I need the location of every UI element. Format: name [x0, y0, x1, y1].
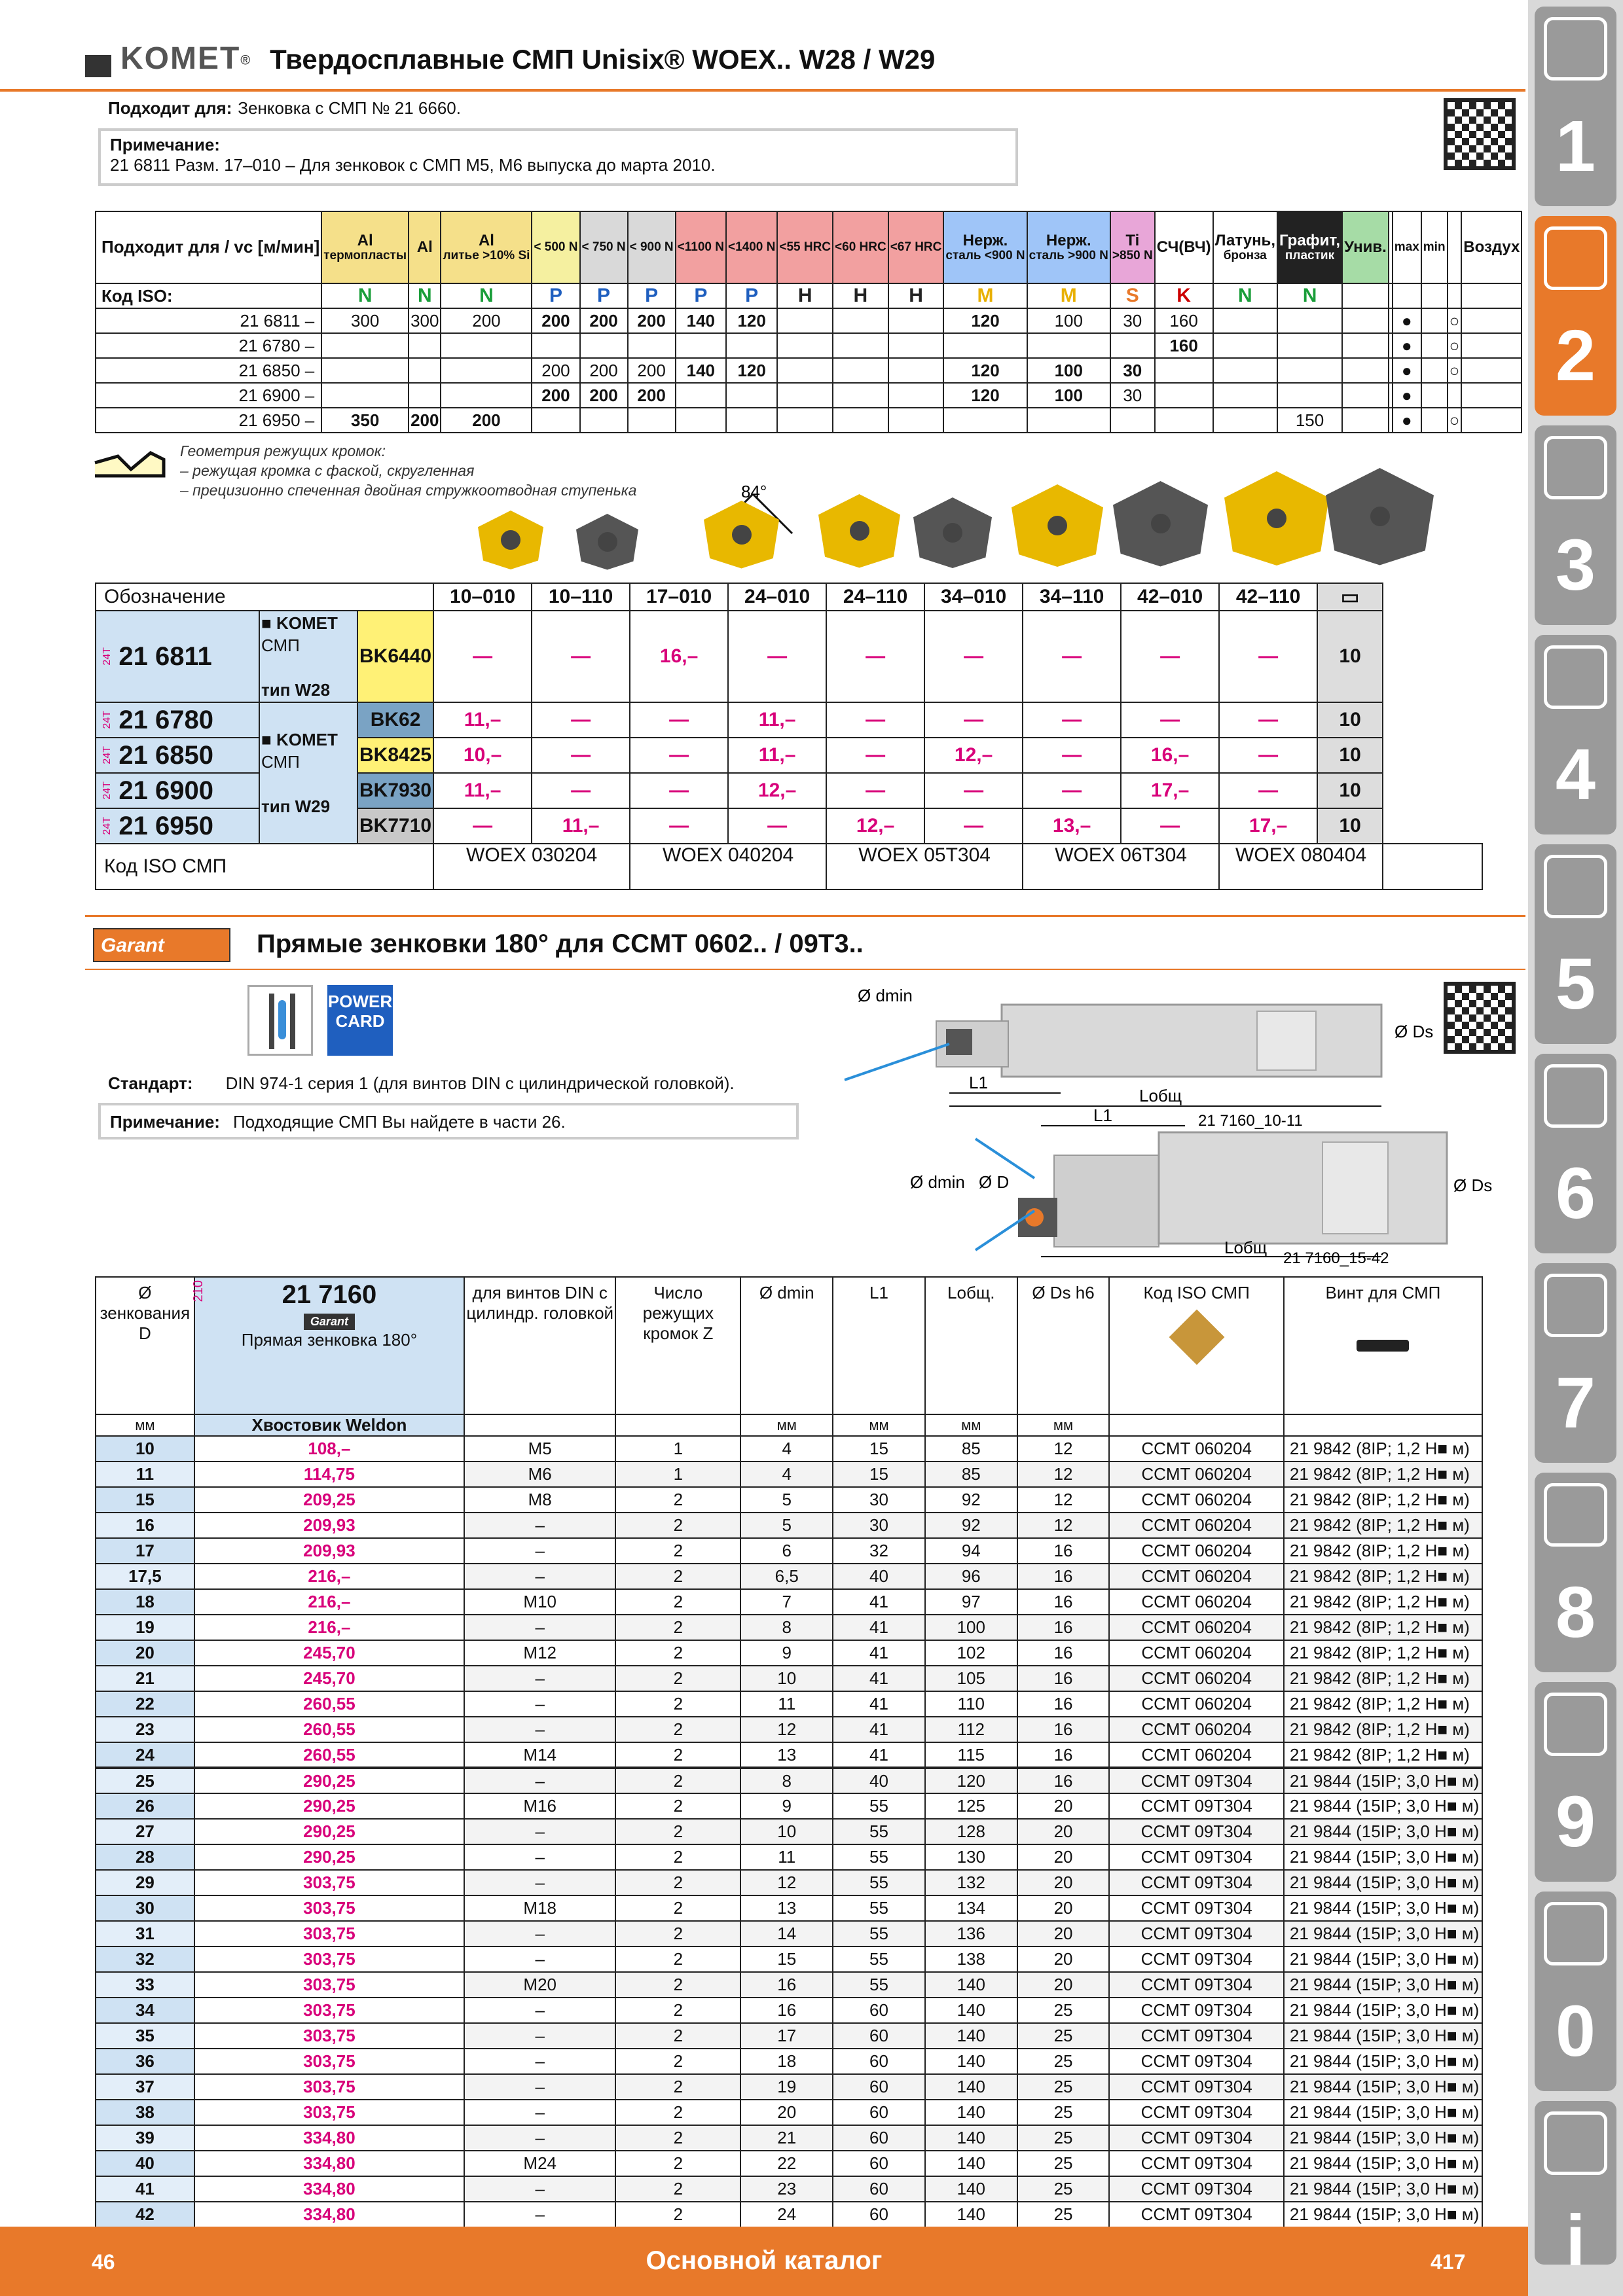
material-col-1: Al — [409, 211, 441, 283]
iso-group — [1461, 283, 1522, 308]
insert-image — [576, 514, 638, 570]
table-row: 24T 21 6811 ■ KOMET СМП тип W28 BK6440 — — 16,– — — — — — — 10 — [96, 611, 1482, 702]
qr-code-icon[interactable] — [1444, 98, 1516, 170]
table-row: 24T 21 6780 ■ KOMET СМП тип W29 BK62 11,– — — 11,– — — — — — 10 — [96, 702, 1482, 738]
insert-image — [478, 511, 543, 569]
svg-text:L1: L1 — [969, 1073, 988, 1092]
chapter-tab-2[interactable]: 2 — [1535, 216, 1616, 416]
chapter-tab-0[interactable]: 0 — [1535, 1892, 1616, 2091]
chapter-tab-4[interactable]: 4 — [1535, 635, 1616, 834]
material-col-16: Графит, пластик — [1277, 211, 1342, 283]
svg-text:Lобщ: Lобщ — [1139, 1086, 1182, 1105]
table-row: 16 209,93 – 2 5 30 92 12 CCMT 060204 21 9842 (8IP; 1,2 Н■ м) — [96, 1513, 1482, 1538]
iso-group: M — [1027, 283, 1110, 308]
material-col-22: Воздух — [1461, 211, 1522, 283]
cabinet-icon — [1544, 1693, 1607, 1756]
wrench-icon — [1544, 1064, 1607, 1128]
coolant-icon — [247, 985, 313, 1056]
material-col-10: <67 HRC — [888, 211, 944, 283]
insert-image — [1012, 484, 1103, 567]
insert-image — [1224, 471, 1329, 565]
iso-group: P — [532, 283, 579, 308]
material-col-12: Нерж. сталь >900 N — [1027, 211, 1110, 283]
table-row: 25 290,25 – 2 8 40 120 16 CCMT 09T304 21 9844 (15IP; 3,0 Н■ м) — [96, 1768, 1482, 1793]
qr-code-icon-2[interactable] — [1444, 982, 1516, 1054]
safety-glasses-icon — [1544, 1902, 1607, 1965]
chapter-tab-7[interactable]: 7 — [1535, 1263, 1616, 1463]
screw-icon — [1357, 1340, 1409, 1352]
material-col-20: min — [1421, 211, 1448, 283]
chapter-tab-3[interactable]: 3 — [1535, 425, 1616, 625]
fit-line: Подходит для: Зенковка с СМП № 21 6660. — [108, 98, 461, 118]
iso-group: S — [1110, 283, 1155, 308]
material-col-3: < 500 N — [532, 211, 579, 283]
table-row: 35 303,75 – 2 17 60 140 25 CCMT 09T304 21 9844 (15IP; 3,0 Н■ м) — [96, 2023, 1482, 2049]
page-number-right: 417 — [1431, 2250, 1466, 2274]
material-col-7: <1400 N — [726, 211, 777, 283]
power-card-badge: POWER CARD — [327, 985, 393, 1056]
iso-group — [1448, 283, 1462, 308]
ccmt-insert-icon — [1169, 1310, 1224, 1365]
edge-geometry-icon — [92, 440, 170, 492]
svg-text:Ø dmin: Ø dmin — [910, 1172, 965, 1192]
iso-group: H — [833, 283, 888, 308]
svg-text:Ø Ds: Ø Ds — [1453, 1175, 1493, 1195]
saw-blade-icon — [1544, 855, 1607, 918]
chapter-tab-9[interactable]: 9 — [1535, 1682, 1616, 1882]
caliper-icon — [1544, 645, 1607, 709]
note-box: Примечание: 21 6811 Разм. 17–010 – Для зенковок с СМП М5, М6 выпуска до марта 2010. — [98, 128, 1018, 186]
material-table: Подходит для / vc [м/мин] Al термопласты Al Al литье >10% Si < 500 N < 750 N < 900 N <1100 N <1400 N <55 HRC <60 HRC <67 HRC Нерж. сталь <900 N Нерж. сталь >900 N Ti >850 N СЧ(ВЧ) Латунь, бронза Графит, пластик Унив. max min Воздух Код ISO: N N N P P P P P H H H M M S K N N 21 6811 – 300 300 200 200 200 200 140 120 120 100 30 160 ● ○ 21 6780 – 160 ● ○ 21 6850 – 200 200 200 140 120 120 100 30 ● ○ 21 6900 – 200 200 200 120 100 30 ● 21 6950 – 350 200 200 150 ● ○ — [95, 211, 1522, 433]
chapter-tab-1[interactable]: 1 — [1535, 7, 1616, 206]
pliers-icon — [1544, 1274, 1607, 1337]
iso-group: P — [676, 283, 726, 308]
iso-group: H — [888, 283, 944, 308]
table-row: 17,5 216,– – 2 6,5 40 96 16 CCMT 060204 21 9842 (8IP; 1,2 Н■ м) — [96, 1564, 1482, 1589]
iso-group: N — [441, 283, 532, 308]
insert-image — [1326, 468, 1434, 565]
garant-logo: Garant — [93, 928, 230, 962]
table-row: 21 6900 – 200 200 200 120 100 30 ● — [96, 383, 1522, 408]
header-rule — [0, 89, 1525, 92]
chapter-tab-8[interactable]: 8 — [1535, 1473, 1616, 1672]
page-title: Твердосплавные СМП Unisix® WOEX.. W28 / W29 — [270, 44, 936, 75]
table-row: 30 303,75 M18 2 13 55 134 20 CCMT 09T304 21 9844 (15IP; 3,0 Н■ м) — [96, 1895, 1482, 1921]
material-col-11: Нерж. сталь <900 N — [943, 211, 1027, 283]
table-row: 24 260,55 M14 2 13 41 115 16 CCMT 060204 21 9842 (8IP; 1,2 Н■ м) — [96, 1742, 1482, 1768]
brand-name: KOMET — [120, 41, 241, 76]
material-col-8: <55 HRC — [777, 211, 833, 283]
drill-icon — [1544, 17, 1607, 81]
catalog-name: Основной каталог — [646, 2246, 883, 2275]
material-col-2: Al литье >10% Si — [441, 211, 532, 283]
table-row: 20 245,70 M12 2 9 41 102 16 CCMT 060204 21 9842 (8IP; 1,2 Н■ м) — [96, 1640, 1482, 1666]
section-rule — [85, 915, 1525, 917]
material-col-5: < 900 N — [628, 211, 676, 283]
svg-text:L1: L1 — [1093, 1105, 1112, 1125]
table-row: 21 6950 – 350 200 200 150 ● ○ — [96, 408, 1522, 433]
insert-icon — [1544, 226, 1607, 290]
svg-text:Ø D: Ø D — [979, 1172, 1010, 1192]
table-row: 36 303,75 – 2 18 60 140 25 CCMT 09T304 21 9844 (15IP; 3,0 Н■ м) — [96, 2049, 1482, 2074]
table-row: 11 114,75 M6 1 4 15 85 12 CCMT 060204 21 9842 (8IP; 1,2 Н■ м) — [96, 1462, 1482, 1487]
insert-image — [913, 497, 992, 568]
chapter-tab-i[interactable]: i — [1535, 2101, 1616, 2265]
iso-group — [1342, 283, 1389, 308]
material-col-4: < 750 N — [580, 211, 628, 283]
table-row: 24T 21 6900 BK7930 11,– — — 12,– — — — 17,– — 10 — [96, 773, 1482, 808]
insert-image — [1113, 481, 1208, 567]
iso-group — [1393, 283, 1421, 308]
vc-header: Подходит для / vc [м/мин] — [96, 211, 321, 283]
table-row: 38 303,75 – 2 20 60 140 25 CCMT 09T304 21 9844 (15IP; 3,0 Н■ м) — [96, 2100, 1482, 2125]
iso-group: H — [777, 283, 833, 308]
table-row: 10 108,– M5 1 4 15 85 12 CCMT 060204 21 9842 (8IP; 1,2 Н■ м) — [96, 1436, 1482, 1462]
table-row: 34 303,75 – 2 16 60 140 25 CCMT 09T304 21 9844 (15IP; 3,0 Н■ м) — [96, 1998, 1482, 2023]
iso-group — [1421, 283, 1448, 308]
table-row: 17 209,93 – 2 6 32 94 16 CCMT 060204 21 9842 (8IP; 1,2 Н■ м) — [96, 1538, 1482, 1564]
svg-text:Lобщ: Lобщ — [1224, 1238, 1267, 1257]
material-col-17: Унив. — [1342, 211, 1389, 283]
pack-icon: ▭ — [1317, 583, 1383, 611]
table-row: 32 303,75 – 2 15 55 138 20 CCMT 09T304 21 9844 (15IP; 3,0 Н■ м) — [96, 1946, 1482, 1972]
table-row: 42 334,80 – 2 24 60 140 25 CCMT 09T304 21 9844 (15IP; 3,0 Н■ м) — [96, 2202, 1482, 2227]
iso-group: P — [726, 283, 777, 308]
table-row: 18 216,– M10 2 7 41 97 16 CCMT 060204 21 9842 (8IP; 1,2 Н■ м) — [96, 1589, 1482, 1615]
svg-text:21 7160_15-42: 21 7160_15-42 — [1283, 1249, 1389, 1267]
svg-text:Ø dmin: Ø dmin — [858, 986, 913, 1005]
standard-line: Стандарт: DIN 974-1 серия 1 (для винтов DIN с цилиндрической головкой). — [108, 1073, 735, 1093]
table-row: 26 290,25 M16 2 9 55 125 20 CCMT 09T304 21 9844 (15IP; 3,0 Н■ м) — [96, 1793, 1482, 1819]
chapter-sidebar — [1528, 0, 1623, 2296]
table-row: 24T 21 6850 BK8425 10,– — — 11,– — 12,– — 16,– — 10 — [96, 738, 1482, 773]
insert-table: Обозначение 10–010 10–110 17–010 24–010 24–110 34–010 34–110 42–010 42–110 ▭ 24T 21 6811 ■ KOMET СМП тип W28 BK6440 — — 16,– — — — — — — 10 24T 21 6780 ■ KOMET СМП тип W29 BK62 11,– — — 11,– — — — — — 10 24T 21 6850 BK8425 10,– — — 11,– — 12,– — 16,– — 10 24T 21 6900 BK7930 11,– — — 12,– — — — 17,– — 10 24T 21 6950 BK7710 — 11,– — — 12,– — 13,– — 17,– 10 Код ISO СМП WOEX 030204 WOEX 040204 WOEX 05T304 WOEX 06T304 WOEX 080404 — [95, 583, 1483, 890]
table-row: 28 290,25 – 2 11 55 130 20 CCMT 09T304 21 9844 (15IP; 3,0 Н■ м) — [96, 1844, 1482, 1870]
iso-group: P — [628, 283, 676, 308]
table-row: 40 334,80 M24 2 22 60 140 25 CCMT 09T304 21 9844 (15IP; 3,0 Н■ м) — [96, 2151, 1482, 2176]
chapter-tab-5[interactable]: 5 — [1535, 844, 1616, 1044]
iso-group: N — [409, 283, 441, 308]
table-row: 24T 21 6950 BK7710 — 11,– — — 12,– — 13,– — 17,– 10 — [96, 808, 1482, 844]
iso-group: P — [580, 283, 628, 308]
table-row: 15 209,25 M8 2 5 30 92 12 CCMT 060204 21 9842 (8IP; 1,2 Н■ м) — [96, 1487, 1482, 1513]
table-row: 29 303,75 – 2 12 55 132 20 CCMT 09T304 21 9844 (15IP; 3,0 Н■ м) — [96, 1870, 1482, 1895]
svg-text:21 7160_10-11: 21 7160_10-11 — [1198, 1112, 1303, 1130]
svg-text:84°: 84° — [741, 482, 767, 501]
insert-image — [818, 494, 900, 568]
workbench-icon — [1544, 1483, 1607, 1547]
table-row: 39 334,80 – 2 21 60 140 25 CCMT 09T304 21 9844 (15IP; 3,0 Н■ м) — [96, 2125, 1482, 2151]
chapter-tab-6[interactable]: 6 — [1535, 1054, 1616, 1253]
table-row: 22 260,55 – 2 11 41 110 16 CCMT 060204 21 9842 (8IP; 1,2 Н■ м) — [96, 1691, 1482, 1717]
material-col-9: <60 HRC — [833, 211, 888, 283]
material-col-19: max — [1393, 211, 1421, 283]
tool-drawing — [818, 975, 1525, 1276]
table-row: 31 303,75 – 2 14 55 136 20 CCMT 09T304 21 9844 (15IP; 3,0 Н■ м) — [96, 1921, 1482, 1946]
table-row: 23 260,55 – 2 12 41 112 16 CCMT 060204 21 9842 (8IP; 1,2 Н■ м) — [96, 1717, 1482, 1742]
table-row: 37 303,75 – 2 19 60 140 25 CCMT 09T304 21 9844 (15IP; 3,0 Н■ м) — [96, 2074, 1482, 2100]
iso-group: K — [1155, 283, 1213, 308]
table-row: 21 6850 – 200 200 200 140 120 120 100 30 ● ○ — [96, 358, 1522, 383]
chuck-icon — [1544, 436, 1607, 499]
page-number-left: 46 — [92, 2250, 115, 2274]
iso-group: M — [943, 283, 1027, 308]
material-col-13: Ti >850 N — [1110, 211, 1155, 283]
table-row: 27 290,25 – 2 10 55 128 20 CCMT 09T304 21 9844 (15IP; 3,0 Н■ м) — [96, 1819, 1482, 1844]
table-row: 21 6780 – 160 ● ○ — [96, 333, 1522, 358]
table-row: 33 303,75 M20 2 16 55 140 20 CCMT 09T304 21 9844 (15IP; 3,0 Н■ м) — [96, 1972, 1482, 1998]
table-row: 41 334,80 – 2 23 60 140 25 CCMT 09T304 21 9844 (15IP; 3,0 Н■ м) — [96, 2176, 1482, 2202]
geometry-notes: Геометрия режущих кромок: – режущая кромка с фаской, скругленная – прецизионно спеченная двойная стружкоотводная ступенька — [180, 442, 637, 499]
material-col-15: Латунь, бронза — [1213, 211, 1277, 283]
info-icon — [1544, 2111, 1607, 2175]
material-col-0: Al термопласты — [321, 211, 409, 283]
note-box-2: Примечание: Подходящие СМП Вы найдете в части 26. — [98, 1103, 799, 1139]
svg-text:Ø Ds: Ø Ds — [1395, 1022, 1434, 1041]
iso-group: N — [1213, 283, 1277, 308]
section-rule-2 — [85, 969, 1525, 970]
komet-logo-icon — [85, 55, 111, 77]
material-col-14: СЧ(ВЧ) — [1155, 211, 1213, 283]
table-row: 19 216,– – 2 8 41 100 16 CCMT 060204 21 9842 (8IP; 1,2 Н■ м) — [96, 1615, 1482, 1640]
iso-group: N — [321, 283, 409, 308]
table-row: 21 6811 – 300 300 200 200 200 200 140 120 120 100 30 160 ● ○ — [96, 308, 1522, 333]
section-title: Прямые зенковки 180° для CCMT 0602.. / 09T3.. — [257, 929, 864, 958]
page-header: KOMET® Твердосплавные СМП Unisix® WOEX.. W28 / W29 — [85, 41, 1493, 82]
material-col-21 — [1448, 211, 1462, 283]
page-footer — [0, 2227, 1528, 2296]
iso-group: N — [1277, 283, 1342, 308]
material-col-6: <1100 N — [676, 211, 726, 283]
table-row: 21 245,70 – 2 10 41 105 16 CCMT 060204 21 9842 (8IP; 1,2 Н■ м) — [96, 1666, 1482, 1691]
countersink-table: Ø зенкования D 210 21 7160 Garant Прямая зенковка 180° для винтов DIN с цилиндр. головкой Число режущих кромок Z Ø dmin L1 Lобщ. Ø Ds h6 Код ISO СМП Винт для СМП мм Хвостовик Weldon мм мм мм мм 10 108,– M5 1 4 15 85 12 CCMT 060204 21 9842 (8IP; 1,2 Н■ м) 11 114,75 M6 1 4 15 85 12 CCMT 060204 21 9842 (8IP; 1,2 Н■ м) 15 209,25 M8 2 5 30 92 12 CCMT 060204 21 9842 (8IP; 1,2 Н■ м) 16 209,93 – 2 5 30 92 12 CCMT 060204 21 9842 (8IP; 1,2 Н■ м) 17 209,93 – 2 6 32 94 16 CCMT 060204 21 9842 (8IP; 1,2 Н■ м) 17,5 216,– – 2 6,5 40 96 16 CCMT 060204 21 9842 (8IP; 1,2 Н■ м) 18 216,– M10 2 7 41 97 16 CCMT 060204 21 9842 (8IP; 1,2 Н■ м) 19 216,– – 2 8 41 100 16 CCMT 060204 21 9842 (8IP; 1,2 Н■ м) 20 245,70 M12 2 9 41 102 16 CCMT 060204 21 9842 (8IP; 1,2 Н■ м) 21 245,70 – 2 10 41 105 16 CCMT 060204 21 9842 (8IP; 1,2 Н■ м) 22 260,55 – 2 11 41 110 16 CCMT 060204 21 9842 (8IP; 1,2 Н■ м) 23 260,55 – 2 12 41 112 16 CCMT 060204 21 9842 (8IP; 1,2 Н■ м) 24 260,55 M14 2 13 41 115 16 CCMT 060204 21 9842 (8IP; 1,2 Н■ м) 25 290,25 – 2 8 40 120 16 CCMT 09T304 21 9844 (15IP; 3,0 Н■ м) 26 290,25 M16 2 9 55 125 20 CCMT 09T304 21 9844 (15IP; 3,0 Н■ м) 27 290,25 – 2 10 55 128 20 CCMT 09T304 21 9844 (15IP; 3,0 Н■ м) 28 290,25 – 2 11 55 130 20 CCMT 09T304 21 9844 (15IP; 3,0 Н■ м) 29 303,75 – 2 12 55 132 20 CCMT 09T304 21 9844 (15IP; 3,0 Н■ м) 30 303,75 M18 2 13 55 134 20 CCMT 09T304 21 9844 (15IP; 3,0 Н■ м) 31 303,75 – 2 14 55 136 20 CCMT 09T304 21 9844 (15IP; 3,0 Н■ м) 32 303,75 – 2 15 55 138 20 CCMT 09T304 21 9844 (15IP; 3,0 Н■ м) 33 303,75 M20 2 16 55 140 20 CCMT 09T304 21 9844 (15IP; 3,0 Н■ м) 34 303,75 – 2 16 60 140 25 CCMT 09T304 21 9844 (15IP; 3,0 Н■ м) 35 303,75 – 2 17 60 140 25 CCMT 09T304 21 9844 (15IP; 3,0 Н■ м) 36 303,75 – 2 18 60 140 25 CCMT 09T304 21 9844 (15IP; 3,0 Н■ м) 37 303,75 – 2 19 60 140 25 CCMT 09T304 21 9844 (15IP; 3,0 Н■ м) 38 303,75 – 2 20 60 140 25 CCMT 09T304 21 9844 (15IP; 3,0 Н■ м) 39 334,80 – 2 21 60 140 25 CCMT 09T304 21 9844 (15IP; 3,0 Н■ м) 40 334,80 M24 2 22 60 140 25 CCMT 09T304 21 9844 (15IP; 3,0 Н■ м) 41 334,80 – 2 23 60 140 25 CCMT 09T304 21 9844 (15IP; 3,0 Н■ м) 42 334,80 – 2 24 60 140 25 CCMT 09T304 21 9844 (15IP; 3,0 Н■ м) — [95, 1276, 1483, 2228]
